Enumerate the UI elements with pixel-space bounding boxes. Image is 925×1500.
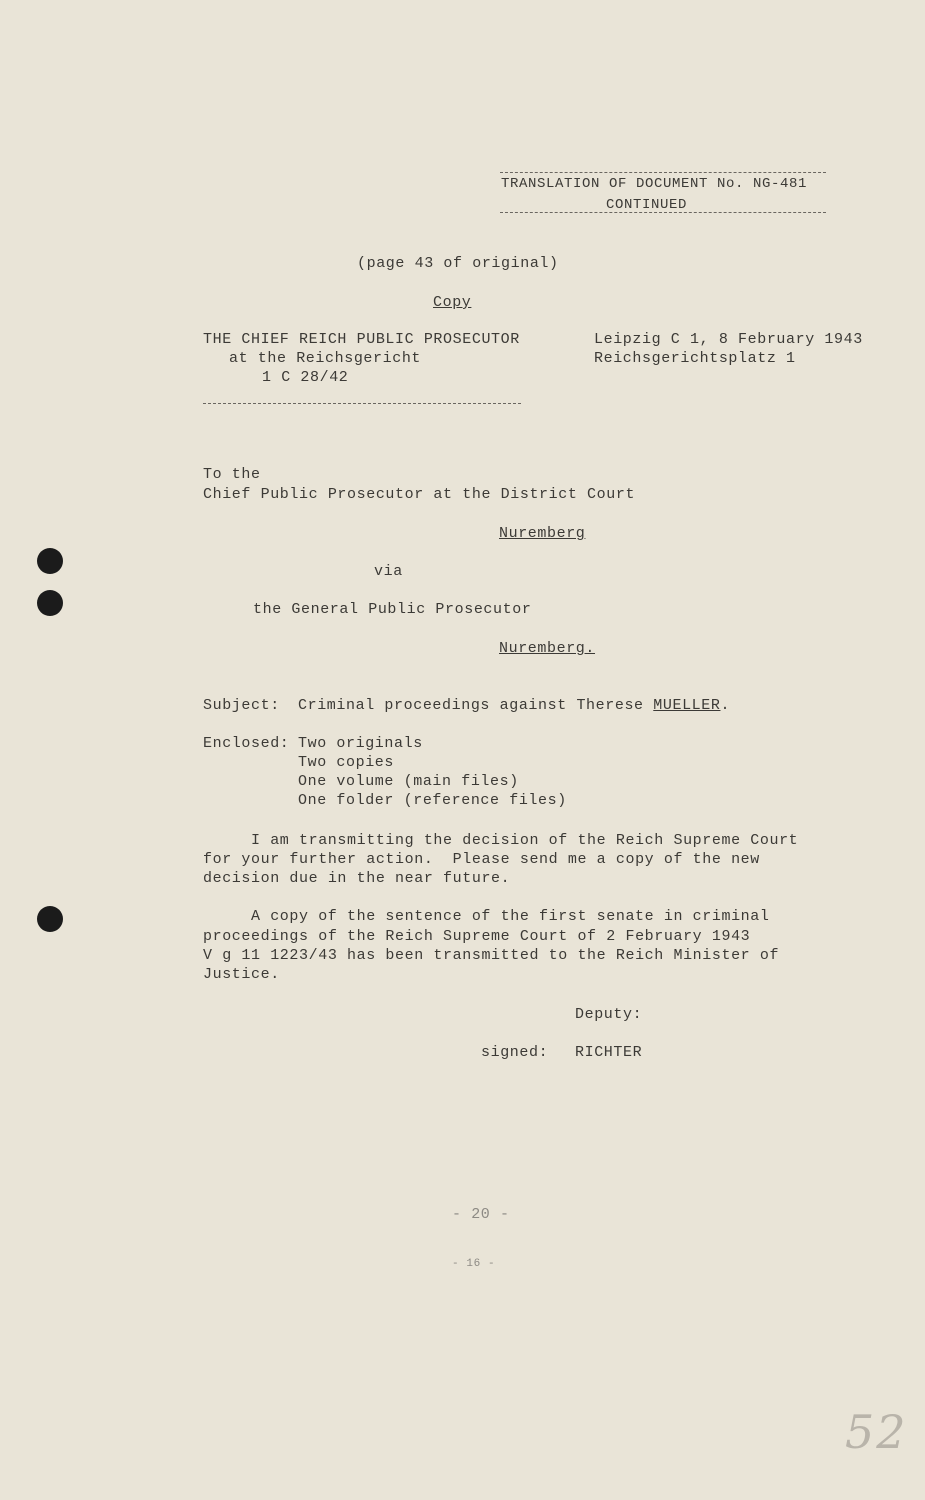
copy-label: Copy [433, 294, 472, 311]
body-p1-line: I am transmitting the decision of the Reich Supreme Court [251, 832, 799, 849]
punch-hole-3 [37, 906, 63, 932]
body-p2-line: A copy of the sentence of the first senate in criminal [251, 908, 770, 925]
enclosed-item: One volume (main files) [298, 773, 519, 790]
body-p2-line: proceedings of the Reich Supreme Court of 2 February 1943 [203, 928, 751, 945]
subject-label: Subject: [203, 697, 280, 714]
sender-title: THE CHIEF REICH PUBLIC PROSECUTOR [203, 331, 520, 348]
enclosed-label: Enclosed: [203, 735, 290, 752]
translation-header: TRANSLATION OF DOCUMENT No. NG-481 [501, 176, 808, 192]
enclosed-item: Two originals [298, 735, 423, 752]
recipient-city: Nuremberg [499, 525, 586, 542]
body-p1-line: for your further action. Please send me a copy of the new [203, 851, 760, 868]
via-city: Nuremberg. [499, 640, 596, 657]
signed-label: signed: [481, 1044, 549, 1061]
page-number-secondary: - 16 - [452, 1258, 496, 1270]
handwritten-folio-number: 52 [845, 1405, 908, 1459]
deputy-label: Deputy: [575, 1006, 643, 1023]
signatory-name: RICHTER [575, 1044, 643, 1061]
continued-label: CONTINUED [606, 197, 688, 213]
body-p2-line: V g 11 1223/43 has been transmitted to the Reich Minister of [203, 947, 780, 964]
body-p1-line: decision due in the near future. [203, 870, 511, 887]
place-date: Leipzig C 1, 8 February 1943 [594, 331, 863, 348]
recipient-title: Chief Public Prosecutor at the District Court [203, 486, 636, 503]
enclosed-item: One folder (reference files) [298, 792, 567, 809]
punch-hole-2 [37, 590, 63, 616]
enclosed-item: Two copies [298, 754, 395, 771]
sender-file-number: 1 C 28/42 [262, 369, 349, 386]
subject-end: . [720, 697, 731, 714]
original-page-note: (page 43 of original) [357, 255, 559, 272]
punch-hole-1 [37, 548, 63, 574]
body-p2-line: Justice. [203, 966, 280, 983]
header-rule-top [500, 172, 826, 173]
header-rule-bottom [500, 212, 826, 213]
via-title: the General Public Prosecutor [253, 601, 532, 618]
subject-text [298, 696, 730, 715]
street-address: Reichsgerichtsplatz 1 [594, 350, 796, 367]
subject-body: Criminal proceedings against Therese [298, 697, 644, 714]
subject-name: MUELLER [653, 697, 721, 714]
sender-rule [203, 403, 521, 404]
sender-court: at the Reichsgericht [229, 350, 422, 367]
recipient-to: To the [203, 466, 261, 483]
page-number: - 20 - [452, 1206, 510, 1223]
via-label: via [374, 563, 403, 580]
